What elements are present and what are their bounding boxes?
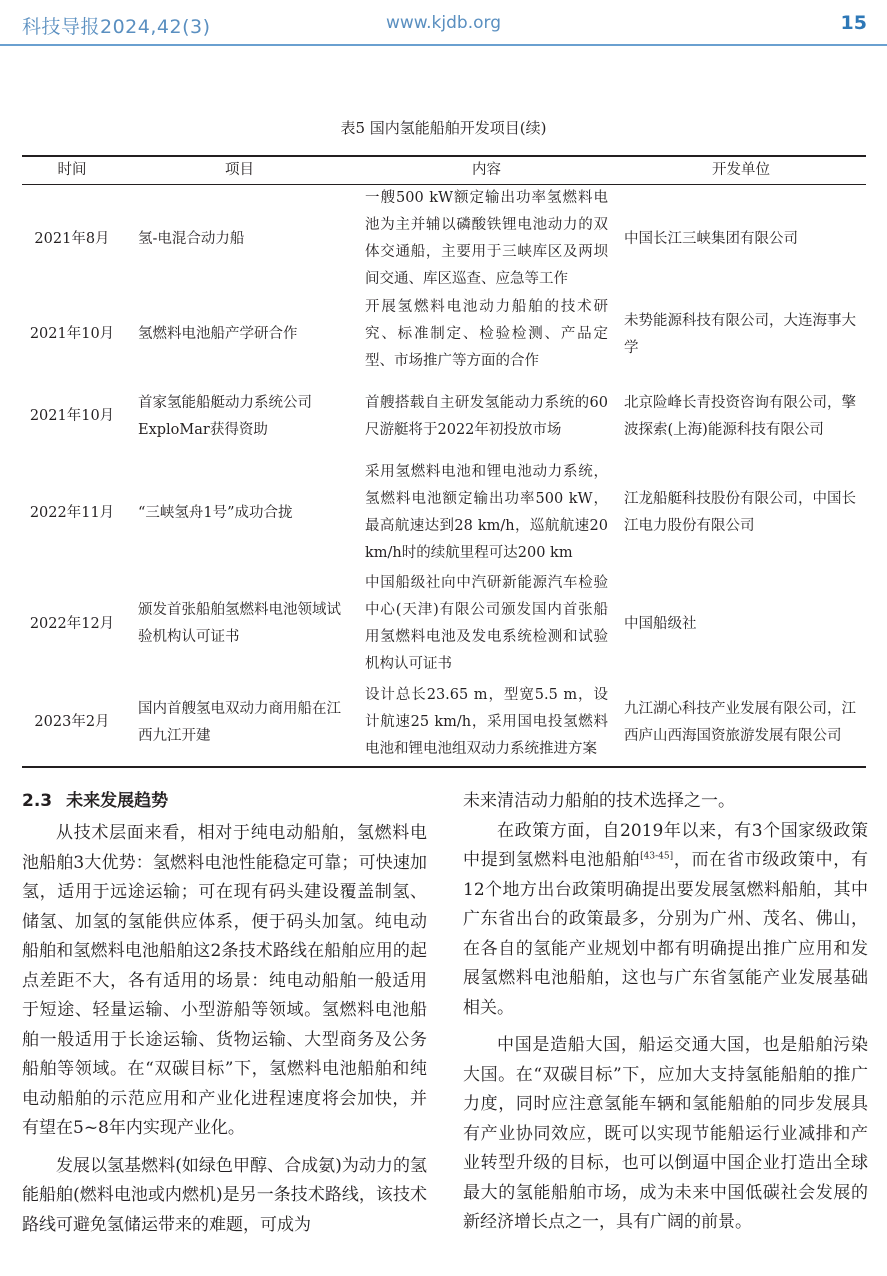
cell-project: “三峡氢舟1号”成功合拢: [138, 504, 293, 521]
cell-content: 开展氢燃料电池动力船舶的技术研究、标准制定、检验检测、产品定型、市场推广等方面的合作: [365, 299, 608, 369]
column-header-project: 项目: [122, 156, 357, 185]
table-row: [22, 293, 866, 376]
header-rule: [0, 44, 887, 46]
cell-time: 2022年12月: [29, 615, 115, 632]
paragraph: 未来清洁动力船舶的技术选择之一。: [463, 791, 735, 811]
cell-project: 首家氢能船艇动力系统公司ExploMar获得资助: [138, 394, 312, 438]
cell-developer: 江龙船艇科技股份有限公司，中国长江电力股份有限公司: [624, 491, 856, 534]
table-row: [22, 185, 866, 294]
page-number: 15: [840, 12, 867, 34]
paragraph: 从技术层面来看，相对于纯电动船舶，氢燃料电池船舶3大优势：氢燃料电池性能稳定可靠；可快速加氢，适用于远途运输；可在现有码头建设覆盖制氢、储氢、加氢的氢能供应体系，便于码头加氢。纯电动船舶和氢燃料电池船舶这2条技术路线在船舶应用的起点差距不大，各有适用的场景：纯电动船舶一般适用于短途、轻量运输、小型游船等领域。氢燃料电池船舶一般适用于长途运输、货物运输、大型商务及公务船舶等领域。在“双碳目标”下，氢燃料电池船舶和纯电动船舶的示范应用和产业化进程速度将会加快，并有望在5~8年内实现产业化。: [22, 823, 427, 1138]
cell-developer: 九江湖心科技产业发展有限公司，江西庐山西海国资旅游发展有限公司: [616, 679, 866, 767]
right-column: [463, 790, 868, 1238]
section-number: 2.3: [22, 791, 53, 811]
cell-content: 首艘搭载自主研发氢能动力系统的60尺游艇将于2022年初投放市场: [365, 394, 608, 438]
cell-time: 2023年2月: [22, 679, 122, 767]
paragraph: [463, 817, 868, 1024]
table-caption: 表5 国内氢能船舶开发项目(续): [340, 119, 547, 137]
journal-name: 科技导报2024,42(3): [22, 16, 211, 38]
table-header-row: [22, 156, 866, 185]
table-row: [22, 679, 866, 767]
cell-developer: 中国船级社: [624, 615, 697, 632]
cell-developer: 北京险峰长青投资咨询有限公司，擎波探索(上海)能源科技有限公司: [624, 394, 856, 438]
left-column: [22, 790, 427, 1240]
cell-content: 一艘500 kW额定输出功率氢燃料电池为主并辅以磷酸铁锂电池动力的双体交通船，主要用于三峡库区及两坝间交通、库区巡查、应急等工作: [365, 190, 608, 287]
paragraph: 中国是造船大国，船运交通大国，也是船舶污染大国。在“双碳目标”下，应加大支持氢能船舶的推广力度，同时应注意氢能车辆和氢能船舶的同步发展具有产业协同效应，既可以实现节能船运行业减排和产业转型升级的目标，也可以倒逼中国企业打造出全球最大的氢能船舶市场，成为未来中国低碳社会发展的新经济增长点之一，具有广阔的前景。: [463, 1035, 868, 1232]
citation-ref[interactable]: [43-45]: [640, 851, 674, 862]
journal-website: www.kjdb.org: [386, 13, 501, 33]
page-header: [0, 0, 887, 50]
column-header-developer: 开发单位: [616, 156, 866, 185]
cell-time: 2021年8月: [34, 230, 110, 247]
table-row: [22, 376, 866, 457]
table-row: [22, 569, 866, 679]
column-header-content: 内容: [357, 156, 616, 185]
paragraph-text: 在政策方面，自2019年以来，有3个国家级政策中提到氢燃料电池船舶: [463, 820, 868, 870]
cell-project: 国内首艘氢电双动力商用船在江西九江开建: [122, 679, 357, 767]
table-row: [22, 457, 866, 569]
cell-content: 采用氢燃料电池和锂电池动力系统，氢燃料电池额定输出功率500 kW，最高航速达到28 km/h，巡航航速20 km/h时的续航里程可达200 km: [365, 464, 608, 561]
cell-project: 氢-电混合动力船: [138, 230, 245, 247]
cell-time: 2021年10月: [29, 408, 115, 424]
cell-time: 2021年10月: [29, 326, 115, 342]
column-header-time: 时间: [22, 156, 122, 185]
paragraph-text: ，而在省市级政策中，有12个地方出台政策明确提出要发展氢燃料船舶，其中广东省出台的政策最多，分别为广州、茂名、佛山，在各自的氢能产业规划中都有明确提出推广应用和发展氢燃料电池船舶，这也与广东省氢能产业发展基础相关。: [463, 850, 869, 1018]
cell-developer: 未势能源科技有限公司，大连海事大学: [624, 312, 856, 356]
paragraph: 发展以氢基燃料(如绿色甲醇、合成氨)为动力的氢能船舶(燃料电池或内燃机)是另一条技术路线，该技术路线可避免氢储运带来的难题，可成为: [22, 1155, 427, 1235]
section-heading: [22, 790, 427, 812]
cell-project: 颁发首张船舶氢燃料电池领域试验机构认可证书: [138, 602, 341, 645]
cell-time: 2022年11月: [29, 504, 115, 521]
section-title: 未来发展趋势: [66, 791, 169, 811]
cell-project: 氢燃料电池船产学研合作: [138, 326, 298, 342]
cell-developer: 中国长江三峡集团有限公司: [624, 230, 798, 247]
cell-content: 中国船级社向中汽研新能源汽车检验中心(天津)有限公司颁发国内首张船用氢燃料电池及发电系统检测和试验机构认可证书: [365, 575, 608, 672]
cell-content: 设计总长23.65 m，型宽5.5 m，设计航速25 km/h，采用国电投氢燃料电池和锂电池组双动力系统推进方案: [357, 679, 616, 767]
projects-table: [22, 155, 866, 768]
